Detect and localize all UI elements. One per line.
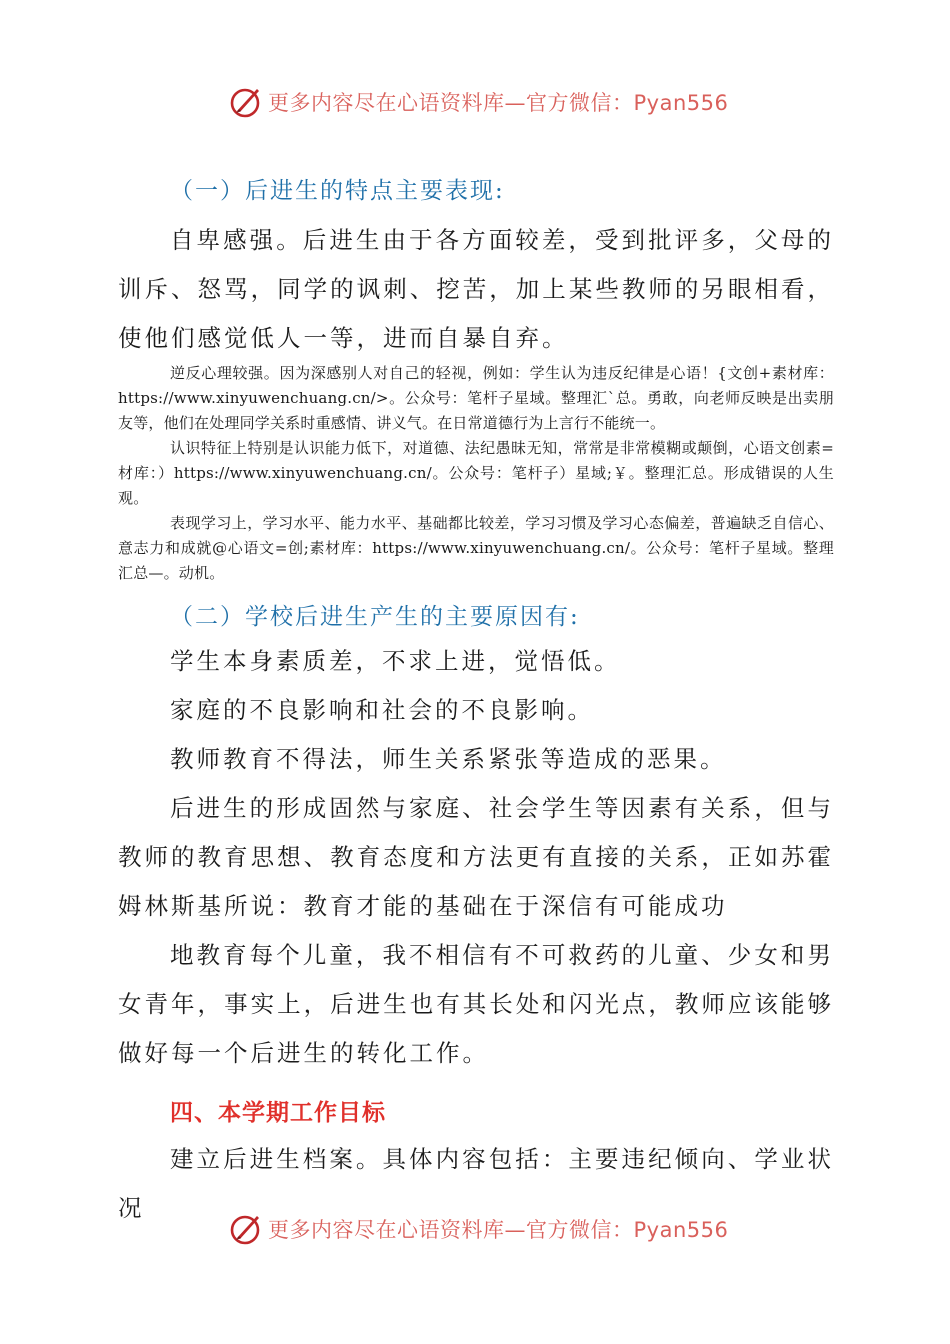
paragraph-rebellion: 逆反心理较强。因为深感别人对自己的轻视，例如：学生认为违反纪律是心语！{文创+素材库：https://www.xinyuwenchuang.cn/>。公众号：笔杆子星域。整理汇`总。勇敢，向老师反映是出卖朋友等，他们在处理同学关系时重感情、讲义气。在日常道德行为上言行不能统一。 [118, 364, 834, 432]
paragraph-formation: 后进生的形成固然与家庭、社会学生等因素有关系，但与教师的教育思想、教育态度和方法更有直接的关系，正如苏霍姆林斯基所说：教育才能的基础在于深信有可能成功 [118, 794, 834, 920]
small-paragraphs [118, 361, 834, 586]
reason-item-1: 学生本身素质差，不求上进，觉悟低。 [170, 647, 621, 675]
paragraph-educating: 地教育每个儿童，我不相信有不可救药的儿童、少女和男女青年，事实上，后进生也有其长处和闪光点，教师应该能够做好每一个后进生的转化工作。 [118, 941, 834, 1067]
section-heading-1: （一）后进生的特点主要表现: [170, 178, 505, 204]
reasons-list [118, 637, 834, 1078]
banner-text: 更多内容尽在心语资料库—官方微信：Pyan556 [268, 91, 729, 115]
header-banner [228, 84, 728, 120]
paragraph-learning: 表现学习上，学习水平、能力水平、基础都比较差，学习习惯及学习心态偏差，普遍缺乏自信心、意志力和成就@心语文=创;素材库：https://www.xinyuwenchuang.cn/。公众号：笔杆子星域。整理汇总—。动机。 [118, 514, 834, 582]
paragraph-inferiority: 自卑感强。后进生由于各方面较差，受到批评多，父母的训斥、怒骂，同学的讽刺、挖苦，加上某些教师的另眼相看，使他们感觉低人一等，进而自暴自弃。 [118, 226, 834, 352]
banner-text: 更多内容尽在心语资料库—官方微信：Pyan556 [268, 1218, 729, 1242]
reason-item-2: 家庭的不良影响和社会的不良影响。 [170, 696, 594, 724]
section-heading-3: 四、本学期工作目标 [170, 1100, 386, 1126]
quill-pen-logo-icon [228, 84, 264, 120]
quill-pen-logo-icon [228, 1211, 264, 1247]
paragraph-cognition: 认识特征上特别是认识能力低下，对道德、法纪愚昧无知，常常是非常模糊或颠倒，心语文创素=材库：）https://www.xinyuwenchuang.cn/。公众号：笔杆子）星域;￥。整理汇总。形成错误的人生观。 [118, 439, 834, 507]
footer-banner [228, 1211, 728, 1247]
section-heading-2: （二）学校后进生产生的主要原因有: [170, 604, 580, 630]
reason-item-3: 教师教育不得法，师生关系紧张等造成的恶果。 [170, 745, 727, 773]
paragraph-goal: 建立后进生档案。具体内容包括：主要违纪倾向、学业状况 [118, 1145, 834, 1222]
